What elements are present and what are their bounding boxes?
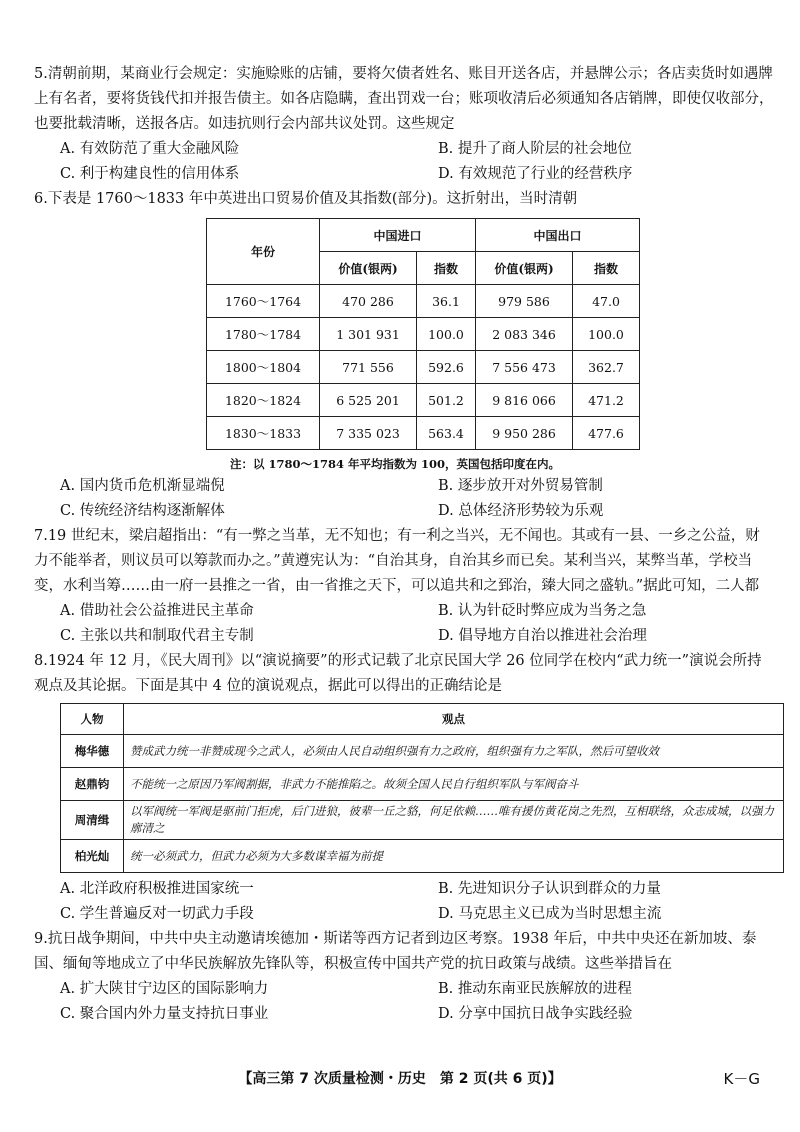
option-a[interactable]: A. 北洋政府积极推进国家统一 <box>60 881 254 897</box>
cell-view: 不能统一之原因乃军阀割据，非武力不能推陷之。故须全国人民自行组织军队与军阀奋斗 <box>124 768 784 801</box>
cell-import-value: 771 556 <box>320 351 417 384</box>
option-b[interactable]: B. 先进知识分子认识到群众的力量 <box>438 881 661 897</box>
table-row <box>61 768 784 801</box>
option-b[interactable]: B. 推动东南亚民族解放的进程 <box>438 981 632 997</box>
question-6-stem: 6.下表是 1760～1833 年中英进出口贸易价值及其指数(部分)。这折射出，当时清朝 <box>34 191 578 207</box>
cell-export-index: 471.2 <box>573 384 640 417</box>
paper-code: K－G <box>723 1070 760 1088</box>
option-b[interactable]: B. 认为针砭时弊应成为当务之急 <box>438 603 647 619</box>
option-a[interactable]: A. 扩大陕甘宁边区的国际影响力 <box>60 981 269 997</box>
question-9-options <box>34 977 774 1027</box>
page-footer: 【高三第 7 次质量检测・历史 第 2 页(共 6 页)】 <box>238 1071 562 1087</box>
cell-export-value: 9 816 066 <box>476 384 573 417</box>
col-export-index-header: 指数 <box>573 252 640 285</box>
cell-import-index: 100.0 <box>417 318 476 351</box>
col-export-value-header: 价值(银两) <box>476 252 573 285</box>
cell-view: 统一必须武力，但武力必须为大多数谋幸福为前提 <box>124 840 784 873</box>
option-a[interactable]: A. 借助社会公益推进民主革命 <box>60 603 254 619</box>
cell-export-value: 2 083 346 <box>476 318 573 351</box>
col-import-header: 中国进口 <box>320 219 476 252</box>
option-a[interactable]: A. 有效防范了重大金融风险 <box>60 141 240 157</box>
option-d[interactable]: D. 有效规范了行业的经营秩序 <box>438 166 633 182</box>
col-view-header: 观点 <box>124 704 784 735</box>
exam-page <box>34 62 774 1027</box>
cell-person: 梅华德 <box>61 735 124 768</box>
cell-export-value: 979 586 <box>476 285 573 318</box>
question-8-options <box>34 877 774 927</box>
cell-import-value: 6 525 201 <box>320 384 417 417</box>
table-row <box>61 840 784 873</box>
cell-export-index: 362.7 <box>573 351 640 384</box>
question-5 <box>34 62 774 187</box>
cell-export-value: 9 950 286 <box>476 417 573 450</box>
cell-import-index: 592.6 <box>417 351 476 384</box>
table-row <box>207 384 640 417</box>
option-d[interactable]: D. 总体经济形势较为乐观 <box>438 503 604 519</box>
option-d[interactable]: D. 马克思主义已成为当时思想主流 <box>438 906 662 922</box>
col-year-header: 年份 <box>207 219 320 285</box>
cell-view: 以军阀统一军阀是驱前门拒虎，后门进狼，彼辈一丘之貉，何足依赖……唯有援仿黄花岗之先烈，互相联络，众志成城，以强力廓清之 <box>124 801 784 840</box>
col-export-header: 中国出口 <box>476 219 640 252</box>
question-5-options <box>34 137 774 187</box>
question-9-stem: 9.抗日战争期间，中共中央主动邀请埃德加・斯诺等西方记者到边区考察。1938 年后，中共中央还在新加坡、泰国、缅甸等地成立了中华民族解放先锋队等，积极宣传中国共产党的抗日政策与战绩。这些举措旨在 <box>34 931 757 972</box>
cell-person: 赵鼎钧 <box>61 768 124 801</box>
option-c[interactable]: C. 传统经济结构逐渐解体 <box>60 503 225 519</box>
table-note: 注：以 1780～1784 年平均指数为 100，英国包括印度在内。 <box>230 457 561 471</box>
cell-import-value: 470 286 <box>320 285 417 318</box>
cell-view: 赞成武力统一非赞成现今之武人，必须由人民自动组织强有力之政府，组织强有力之军队，然后可望收效 <box>124 735 784 768</box>
cell-export-index: 100.0 <box>573 318 640 351</box>
cell-import-value: 7 335 023 <box>320 417 417 450</box>
cell-person: 周清缉 <box>61 801 124 840</box>
option-c[interactable]: C. 聚合国内外力量支持抗日事业 <box>60 1006 269 1022</box>
cell-export-value: 7 556 473 <box>476 351 573 384</box>
table-row <box>61 735 784 768</box>
question-7 <box>34 524 774 649</box>
cell-export-index: 47.0 <box>573 285 640 318</box>
trade-table <box>206 218 640 450</box>
cell-export-index: 477.6 <box>573 417 640 450</box>
cell-import-index: 563.4 <box>417 417 476 450</box>
option-c[interactable]: C. 利于构建良性的信用体系 <box>60 166 240 182</box>
table-row <box>61 801 784 840</box>
table-row <box>207 417 640 450</box>
question-5-stem: 5.清朝前期，某商业行会规定：实施赊账的店铺，要将欠债者姓名、账目开送各店，并悬牌公示；各店卖货时如遇牌上有名者，要将货钱代扣并报告债主。如各店隐瞒，査出罚戏一台；账项收清后必须通知各店销牌，即使仅收部分，也要批载清晰，送报各店。如违抗则行会内部共议处罚。这些规定 <box>34 66 774 132</box>
option-c[interactable]: C. 学生普遍反对一切武力手段 <box>60 906 254 922</box>
cell-year: 1780～1784 <box>207 318 320 351</box>
question-6-options <box>34 474 774 524</box>
col-person-header: 人物 <box>61 704 124 735</box>
option-d[interactable]: D. 分享中国抗日战争实践经验 <box>438 1006 633 1022</box>
cell-import-index: 501.2 <box>417 384 476 417</box>
speech-views-table <box>60 703 784 873</box>
cell-year: 1800～1804 <box>207 351 320 384</box>
col-import-index-header: 指数 <box>417 252 476 285</box>
cell-year: 1830～1833 <box>207 417 320 450</box>
cell-year: 1760～1764 <box>207 285 320 318</box>
option-d[interactable]: D. 倡导地方自治以推进社会治理 <box>438 628 647 644</box>
col-import-value-header: 价值(银两) <box>320 252 417 285</box>
cell-person: 柏光灿 <box>61 840 124 873</box>
question-7-options <box>34 599 774 649</box>
question-7-stem: 7.19 世纪末，梁启超指出：“有一弊之当革，无不知也；有一利之当兴，无不闻也。其或有一县、一乡之公益，财力不能举者，则议员可以筹款而办之。”黄遵宪认为：“自治其身，自治其乡而已矣。某利当兴，某弊当革，学校当变，水利当筹……由一府一县推之一省，由一省推之天下，可以追共和之郅治，臻大同之盛轨。”据此可知，二人都 <box>34 528 760 594</box>
question-8 <box>34 649 774 927</box>
option-a[interactable]: A. 国内货币危机渐显端倪 <box>60 478 225 494</box>
cell-import-value: 1 301 931 <box>320 318 417 351</box>
option-c[interactable]: C. 主张以共和制取代君主专制 <box>60 628 254 644</box>
question-9 <box>34 927 774 1027</box>
question-8-stem: 8.1924 年 12 月，《民大周刊》以“演说摘要”的形式记载了北京民国大学 26 位同学在校内“武力统一”演说会所持观点及其论据。下面是其中 4 位的演说观点，据此可以得出的正确结论是 <box>34 653 762 694</box>
question-6 <box>34 187 774 524</box>
table-row <box>207 285 640 318</box>
option-b[interactable]: B. 提升了商人阶层的社会地位 <box>438 141 632 157</box>
table-row <box>207 351 640 384</box>
table-row <box>207 318 640 351</box>
cell-year: 1820～1824 <box>207 384 320 417</box>
cell-import-index: 36.1 <box>417 285 476 318</box>
option-b[interactable]: B. 逐步放开对外贸易管制 <box>438 478 603 494</box>
